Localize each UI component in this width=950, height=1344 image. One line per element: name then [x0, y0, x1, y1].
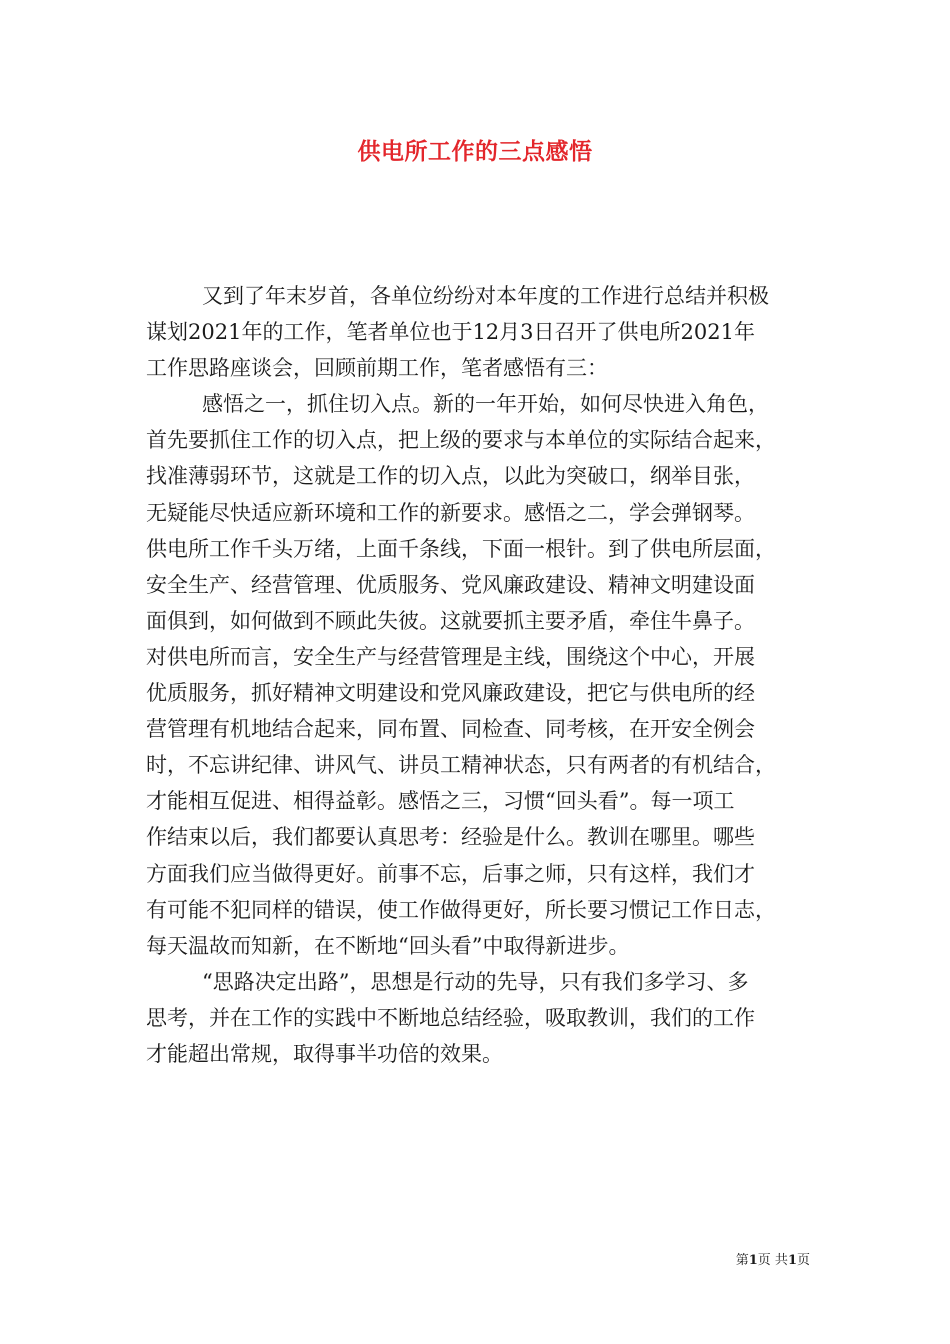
paragraph-line: 工作思路座谈会，回顾前期工作，笔者感悟有三：: [146, 356, 608, 381]
paragraph-line: 感悟之一，抓住切入点。新的一年开始，如何尽快进入角色，: [202, 392, 769, 417]
paragraph-line: 时，不忘讲纪律、讲风气、讲员工精神状态，只有两者的有机结合，: [146, 753, 776, 778]
paragraph-line: 安全生产、经营管理、优质服务、党风廉政建设、精神文明建设面: [146, 572, 755, 597]
page-number-footer: [736, 1249, 810, 1268]
paragraph-line: 谋划2021年的工作，笔者单位也于12月3日召开了供电所2021年: [146, 320, 755, 345]
paragraph-line: 无疑能尽快适应新环境和工作的新要求。感悟之二，学会弹钢琴。: [146, 500, 755, 525]
paragraph-line: 才能相互促进、相得益彰。感悟之三，习惯“回头看”。每一项工: [146, 789, 735, 814]
paragraph-line: 首先要抓住工作的切入点，把上级的要求与本单位的实际结合起来，: [146, 428, 776, 453]
paragraph-line: 每天温故而知新，在不断地“回头看”中取得新进步。: [146, 933, 630, 958]
paragraph-line: 供电所工作千头万绪，上面千条线，下面一根针。到了供电所层面，: [146, 536, 776, 561]
document-title: 供电所工作的三点感悟: [357, 138, 593, 165]
paragraph-line: 才能超出常规，取得事半功倍的效果。: [146, 1041, 503, 1066]
footer-prefix: 第: [735, 1253, 749, 1268]
paragraph-line: 有可能不犯同样的错误，使工作做得更好，所长要习惯记工作日志，: [146, 897, 776, 922]
current-page-number: 1: [748, 1253, 758, 1268]
paragraph-line: 找准薄弱环节，这就是工作的切入点，以此为突破口，纲举目张，: [146, 464, 755, 489]
paragraph-line: 作结束以后，我们都要认真思考：经验是什么。教训在哪里。哪些: [146, 825, 755, 850]
footer-suffix: 页: [796, 1253, 810, 1268]
paragraph-line: 营管理有机地结合起来，同布置、同检查、同考核，在开安全例会: [146, 717, 755, 742]
paragraph-line: 对供电所而言，安全生产与经营管理是主线，围绕这个中心，开展: [146, 644, 755, 669]
document-body: [146, 278, 818, 1072]
footer-middle: 页 共: [757, 1253, 788, 1268]
paragraph-line: 面俱到，如何做到不顾此失彼。这就要抓主要矛盾，牵住牛鼻子。: [146, 608, 755, 633]
total-page-number: 1: [787, 1253, 797, 1268]
paragraph-line: 思考，并在工作的实践中不断地总结经验，吸取教训，我们的工作: [146, 1005, 755, 1030]
paragraph-line: 优质服务，抓好精神文明建设和党风廉政建设，把它与供电所的经: [146, 681, 755, 706]
paragraph-line: 方面我们应当做得更好。前事不忘，后事之师，只有这样，我们才: [146, 861, 755, 886]
paragraph-line: “思路决定出路”，思想是行动的先导，只有我们多学习、多: [202, 969, 749, 994]
paragraph-line: 又到了年末岁首，各单位纷纷对本年度的工作进行总结并积极: [202, 284, 769, 308]
